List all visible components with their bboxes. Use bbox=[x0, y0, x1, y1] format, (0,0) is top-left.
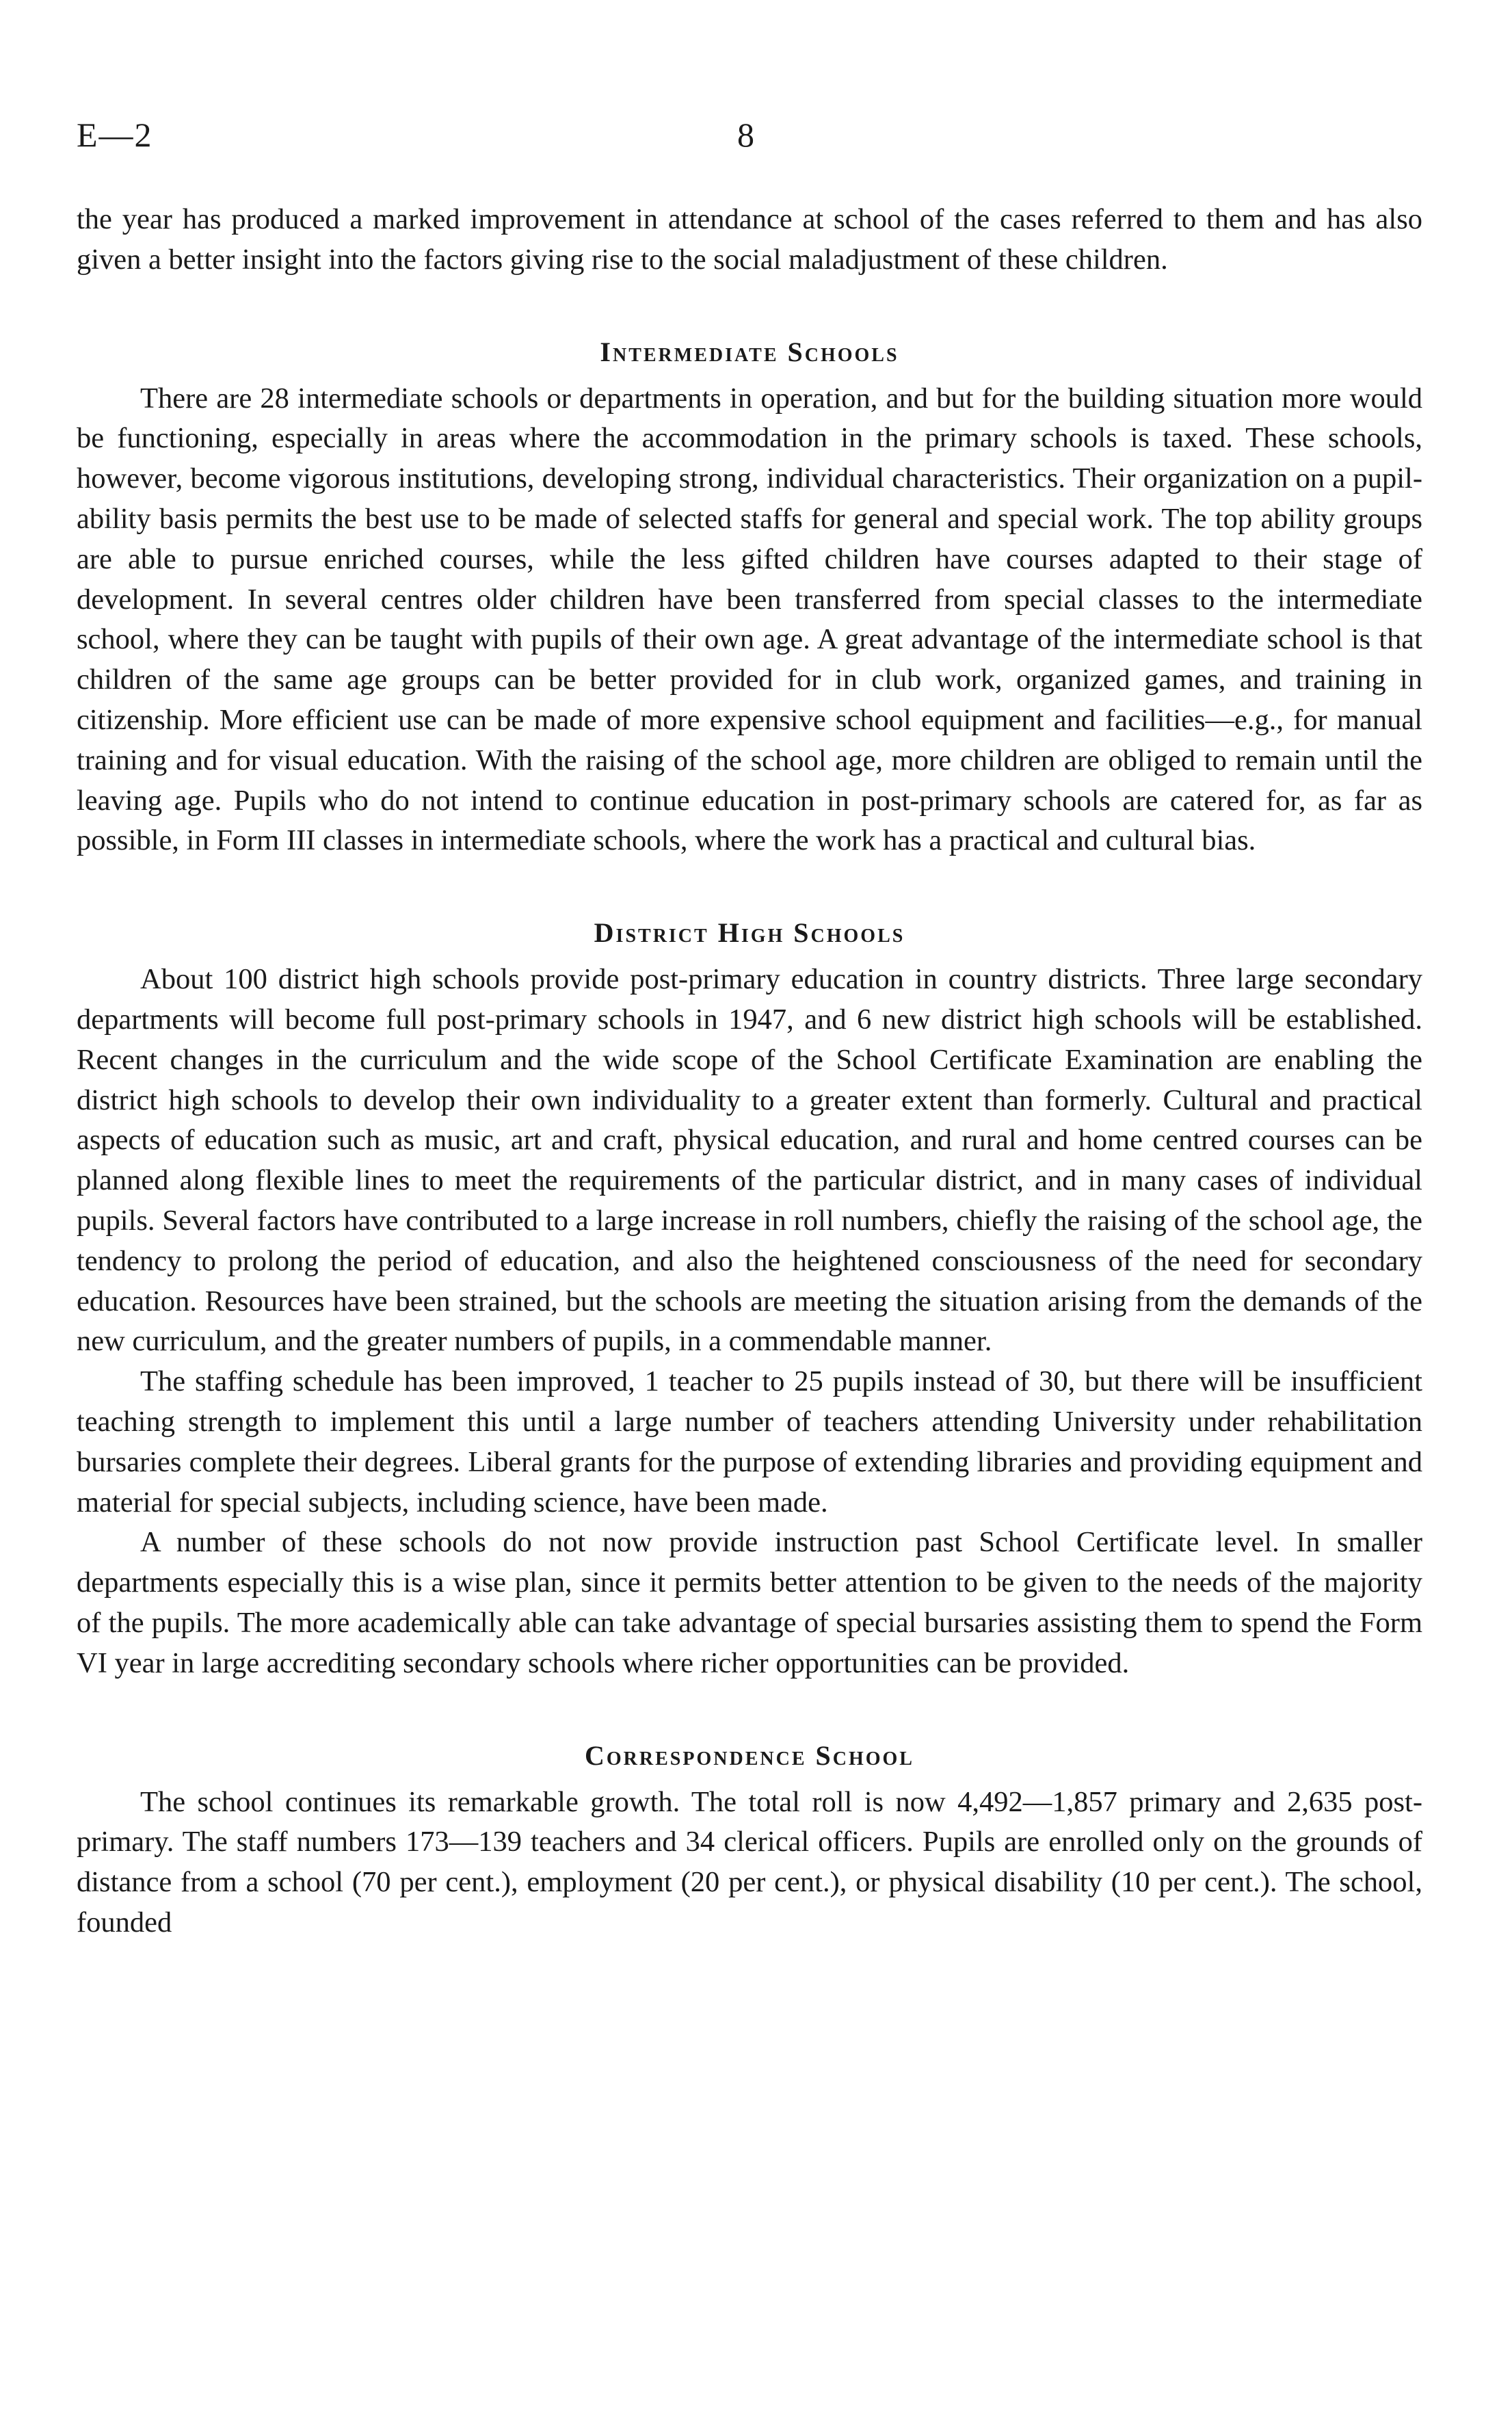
district-high-schools-paragraph: About 100 district high schools provide post-primary education in country districts. Three large secondary departments will become full post-primary schools in 1947, and 6 new district high schools will be established. Recent changes in the curriculum and the wide scope of the School Certificate Examination are enabling the district high schools to develop their own individuality to a greater extent than formerly. Cultural and practical aspects of education such as music, art and craft, physical education, and rural and home centred courses can be planned along flexible lines to meet the requirements of the particular district, and in many cases of individual pupils. Several factors have contributed to a large increase in roll numbers, chiefly the raising of the school age, the tendency to prolong the period of education, and also the heightened consciousness of the need for secondary education. Resources have been strained, but the schools are meeting the situation arising from the demands of the new curriculum, and the greater numbers of pupils, in a commendable manner. bbox=[77, 963, 1422, 1358]
section-heading-correspondence-school: Correspondence School bbox=[585, 1739, 914, 1771]
page-number: 8 bbox=[737, 116, 754, 154]
section-heading-district-high-schools: District High Schools bbox=[594, 917, 905, 949]
continuation-paragraph: the year has produced a marked improvement in attendance at school of the cases referred to them and has also given a better insight into the factors giving rise to the social maladjustment of these children. bbox=[77, 203, 1422, 276]
district-high-schools-paragraph: The staffing schedule has been improved, 1 teacher to 25 pupils instead of 30, but there will be insufficient teaching strength to implement this until a large number of teachers attending University under rehabilitation bursaries complete their degrees. Liberal grants for the purpose of extending libraries and providing equipment and material for special subjects, including science, have been made. bbox=[77, 1365, 1422, 1519]
correspondence-school-paragraph: The school continues its remarkable growth. The total roll is now 4,492—1,857 primary and 2,635 post-primary. The staff numbers 173—139 teachers and 34 clerical officers. Pupils are enrolled only on the grounds of distance from a school (70 per cent.), employment (20 per cent.), or physical disability (10 per cent.). The school, founded bbox=[77, 1785, 1422, 1939]
district-high-schools-paragraph: A number of these schools do not now provide instruction past School Certificate level. In smaller departments especially this is a wise plan, since it permits better attention to be given to the needs of the majority of the pupils. The more academically able can take advantage of special bursaries assisting them to spend the Form VI year in large accrediting secondary schools where richer opportunities can be provided. bbox=[77, 1526, 1422, 1679]
section-heading-intermediate-schools: Intermediate Schools bbox=[600, 336, 899, 367]
document-reference: E—2 bbox=[77, 116, 153, 154]
body-text bbox=[77, 200, 1422, 1943]
intermediate-schools-section bbox=[77, 280, 1422, 862]
intermediate-schools-paragraph: There are 28 intermediate schools or departments in operation, and but for the building situation more would be functioning, especially in areas where the accommodation in the primary schools is taxed. These schools, however, become vigorous institutions, developing strong, individual characteristics. Their organization on a pupil-ability basis permits the best use to be made of selected staffs for general and special work. The top ability groups are able to pursue enriched courses, while the less gifted children have courses adapted to their stage of development. In several centres older children have been transferred from special classes to the intermediate school, where they can be taught with pupils of their own age. A great advantage of the intermediate school is that children of the same age groups can be better provided for in club work, organized games, and training in citizenship. More efficient use can be made of more expensive school equipment and facilities—e.g., for manual training and for visual education. With the raising of the school age, more children are obliged to remain until the leaving age. Pupils who do not intend to continue education in post-primary schools are catered for, as far as possible, in Form III classes in intermediate schools, where the work has a practical and cultural bias. bbox=[77, 382, 1422, 857]
page-header bbox=[77, 115, 1444, 170]
correspondence-school-section bbox=[77, 1684, 1422, 1943]
district-high-schools-section bbox=[77, 861, 1422, 1683]
